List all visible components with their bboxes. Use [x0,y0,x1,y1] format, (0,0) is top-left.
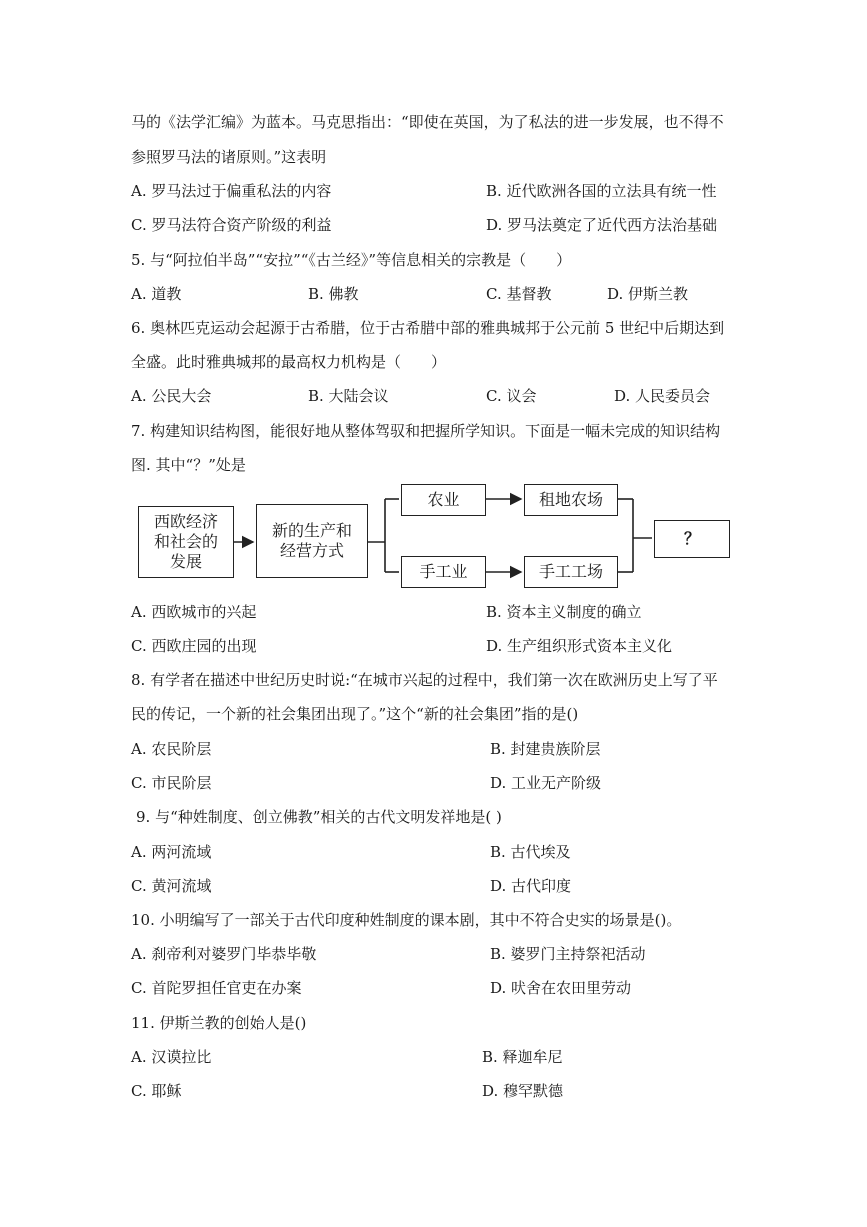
box2-line2: 经营方式 [279,541,344,560]
q6-option-a[interactable]: A. 公民大会 [131,387,212,405]
q8-option-c[interactable]: C. 市民阶层 [131,774,212,792]
q5-option-a[interactable]: A. 道教 [131,285,182,303]
q8-stem-line2: 民的传记，一个新的社会集团出现了。”这个“新的社会集团”指的是() [131,705,579,723]
q10-option-a[interactable]: A. 刹帝利对婆罗门毕恭毕敬 [131,945,317,963]
q11-option-c[interactable]: C. 耶稣 [131,1082,182,1100]
q4-option-d[interactable]: D. 罗马法奠定了近代西方法治基础 [486,216,718,234]
q6-stem-line2: 全盛。此时雅典城邦的最高权力机构是（ ） [131,353,447,371]
q5-stem: 5. 与“阿拉伯半岛”“安拉”“《古兰经》”等信息相关的宗教是（ ） [131,251,572,269]
q9-option-d[interactable]: D. 古代印度 [490,877,572,895]
box-handicraft [401,556,486,588]
knowledge-structure-diagram [136,482,736,592]
q6-stem-line1: 6. 奥林匹克运动会起源于古希腊，位于古希腊中部的雅典城邦于公元前 5 世纪中后期达到 [131,319,725,337]
q9-option-b[interactable]: B. 古代埃及 [490,843,571,861]
q8-option-a[interactable]: A. 农民阶层 [131,740,212,758]
q4-option-a[interactable]: A. 罗马法过于偏重私法的内容 [131,182,332,200]
box-western-europe-development [138,506,234,578]
q5-option-d[interactable]: D. 伊斯兰教 [607,285,689,303]
q11-option-b[interactable]: B. 释迦牟尼 [482,1048,563,1066]
box-question-label: ？ [683,529,700,548]
box-handicraft-label: 手工业 [419,562,468,581]
q6-option-b[interactable]: B. 大陆会议 [308,387,389,405]
q4-option-b[interactable]: B. 近代欧洲各国的立法具有统一性 [486,182,717,200]
q4-option-c[interactable]: C. 罗马法符合资产阶级的利益 [131,216,332,234]
box1-line3: 发展 [169,552,202,571]
q10-option-c[interactable]: C. 首陀罗担任官吏在办案 [131,979,302,997]
box-agriculture-label: 农业 [427,490,460,509]
q9-option-c[interactable]: C. 黄河流域 [131,877,212,895]
q7-option-c[interactable]: C. 西欧庄园的出现 [131,637,257,655]
box-leased-farm [524,484,618,516]
q8-option-b[interactable]: B. 封建贵族阶层 [490,740,601,758]
q7-option-b[interactable]: B. 资本主义制度的确立 [486,603,642,621]
box1-line2: 和社会的 [153,532,218,551]
q10-stem: 10. 小明编写了一部关于古代印度种姓制度的课本剧，其中不符合史实的场景是()。 [131,911,682,929]
q9-option-a[interactable]: A. 两河流域 [131,843,212,861]
q8-option-d[interactable]: D. 工业无产阶级 [490,774,602,792]
q11-option-d[interactable]: D. 穆罕默德 [482,1082,564,1100]
q10-option-d[interactable]: D. 吠舍在农田里劳动 [490,979,632,997]
q11-option-a[interactable]: A. 汉谟拉比 [131,1048,212,1066]
q6-option-c[interactable]: C. 议会 [486,387,537,405]
q5-option-b[interactable]: B. 佛教 [308,285,359,303]
q11-stem: 11. 伊斯兰教的创始人是() [131,1014,307,1032]
q4-stem-line2: 参照罗马法的诸原则。”这表明 [131,148,327,166]
q5-option-c[interactable]: C. 基督教 [486,285,552,303]
q10-option-b[interactable]: B. 婆罗门主持祭祀活动 [490,945,646,963]
q7-stem-line1: 7. 构建知识结构图，能很好地从整体驾驭和把握所学知识。下面是一幅未完成的知识结构 [131,422,721,440]
box-workshop [524,556,618,588]
box1-line1: 西欧经济 [153,512,218,531]
q7-stem-line2: 图. 其中“？”处是 [131,456,246,474]
box-leased-farm-label: 租地农场 [538,490,603,509]
box-workshop-label: 手工工场 [538,562,603,581]
q7-option-a[interactable]: A. 西欧城市的兴起 [131,603,257,621]
q8-stem-line1: 8. 有学者在描述中世纪历史时说:“在城市兴起的过程中，我们第一次在欧洲历史上写了平 [131,671,718,689]
box-new-production-methods [256,504,368,578]
q7-option-d[interactable]: D. 生产组织形式资本主义化 [486,637,673,655]
box2-line1: 新的生产和 [271,521,352,540]
box-agriculture [401,484,486,516]
q4-stem-line1: 马的《法学汇编》为蓝本。马克思指出：“即使在英国，为了私法的进一步发展，也不得不 [131,113,724,131]
q6-option-d[interactable]: D. 人民委员会 [614,387,711,405]
box-question [654,520,730,558]
q9-stem: 9. 与“种姓制度、创立佛教”相关的古代文明发祥地是( ) [136,808,502,826]
